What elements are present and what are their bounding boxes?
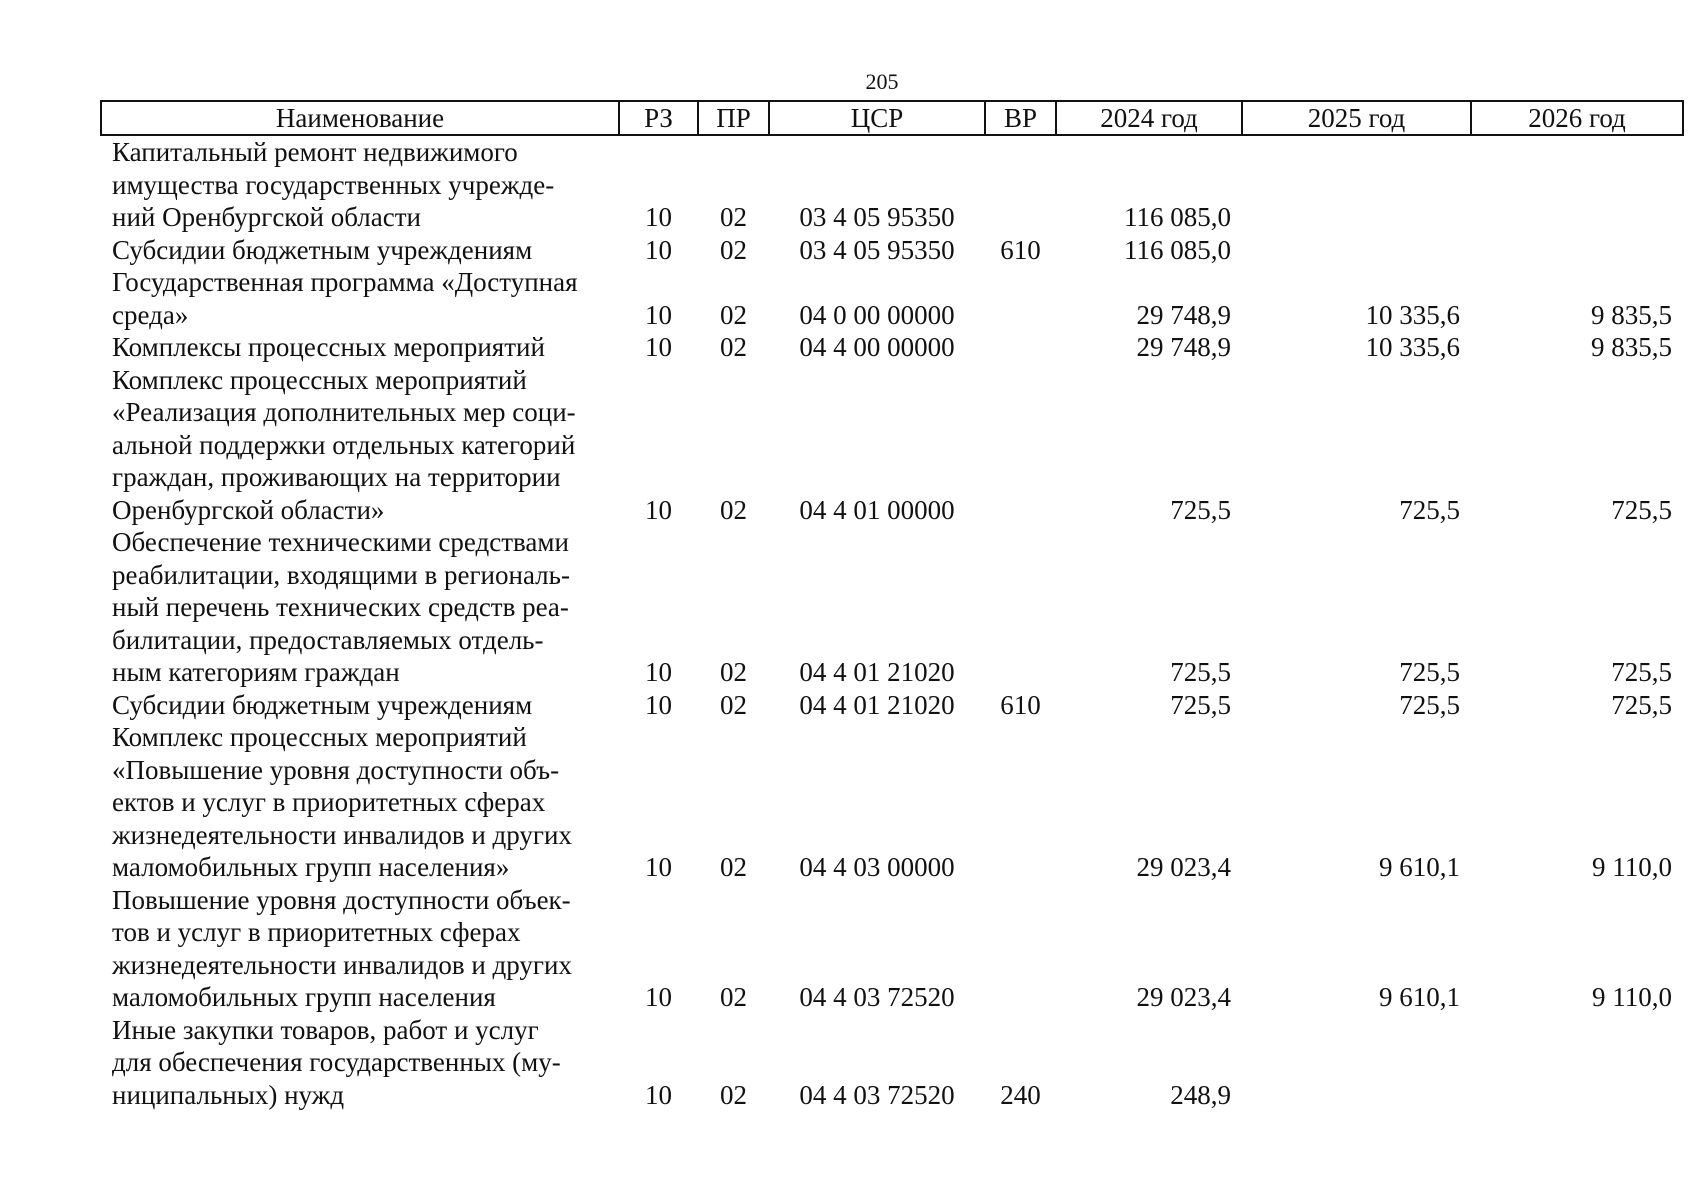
row-name-line: Комплексы процессных мероприятий bbox=[112, 332, 545, 362]
cell-y2024: 116 085,0 bbox=[1124, 234, 1231, 265]
row-name-line: ектов и услуг в приоритетных сферах bbox=[112, 787, 546, 817]
cell-pr: 02 bbox=[720, 494, 747, 525]
cell-pr: 02 bbox=[720, 1079, 747, 1110]
cell-rz: 10 bbox=[645, 982, 672, 1012]
row-name-line: ниципальных) нужд bbox=[112, 1079, 345, 1110]
row-name-line: среда» bbox=[112, 299, 189, 330]
cell-pr: 02 bbox=[720, 332, 747, 362]
cell-rz: 10 bbox=[645, 494, 672, 525]
row-name-line: Субсидии бюджетным учреждениям bbox=[112, 689, 533, 720]
header-rz: РЗ bbox=[619, 101, 698, 135]
cell-y2025: 9 610,1 bbox=[1379, 982, 1460, 1012]
header-2026: 2026 год bbox=[1471, 101, 1683, 135]
table-row bbox=[101, 364, 1683, 527]
header-name: Наименование bbox=[101, 101, 619, 135]
row-name-line: Оренбургской области» bbox=[112, 494, 385, 525]
cell-csr: 04 4 03 00000 bbox=[799, 852, 955, 882]
row-name-line: Комплекс процессных мероприятий bbox=[112, 722, 527, 752]
row-name-line: «Реализация дополнительных мер соци- bbox=[112, 397, 576, 427]
header-2024: 2024 год bbox=[1056, 101, 1242, 135]
cell-pr: 02 bbox=[720, 689, 747, 720]
table-row bbox=[101, 234, 1683, 267]
cell-y2024: 725,5 bbox=[1170, 689, 1231, 720]
cell-csr: 04 4 03 72520 bbox=[799, 1079, 955, 1110]
cell-csr: 04 4 01 21020 bbox=[799, 689, 955, 720]
cell-rz: 10 bbox=[645, 202, 672, 232]
cell-vr: 240 bbox=[1000, 1079, 1041, 1110]
table-body bbox=[101, 135, 1683, 1111]
cell-y2025: 725,5 bbox=[1399, 657, 1460, 687]
cell-y2026 bbox=[1471, 234, 1683, 267]
cell-y2025: 10 335,6 bbox=[1365, 332, 1460, 362]
cell-y2026: 9 835,5 bbox=[1591, 332, 1672, 362]
cell-pr: 02 bbox=[720, 982, 747, 1012]
cell-pr: 02 bbox=[720, 299, 747, 330]
row-name-line: Субсидии бюджетным учреждениям bbox=[112, 234, 533, 265]
cell-y2025 bbox=[1242, 1014, 1471, 1112]
row-name-line: Иные закупки товаров, работ и услуг bbox=[112, 1014, 539, 1045]
row-name bbox=[101, 266, 619, 331]
cell-csr: 04 4 03 72520 bbox=[799, 982, 955, 1012]
table-row bbox=[101, 1014, 1683, 1112]
row-name-line: имущества государственных учрежде- bbox=[112, 169, 555, 200]
row-name-line: для обеспечения государственных (му- bbox=[112, 1047, 561, 1077]
cell-y2025: 9 610,1 bbox=[1379, 852, 1460, 882]
cell-y2024: 116 085,0 bbox=[1124, 202, 1231, 232]
cell-csr: 04 4 00 00000 bbox=[799, 332, 955, 362]
row-name bbox=[101, 526, 619, 689]
cell-y2024: 29 023,4 bbox=[1136, 852, 1231, 882]
page-number: 205 bbox=[865, 69, 899, 94]
cell-csr: 03 4 05 95350 bbox=[799, 234, 955, 265]
cell-y2024: 29 748,9 bbox=[1136, 299, 1231, 330]
cell-vr bbox=[985, 266, 1056, 331]
row-name bbox=[101, 689, 619, 722]
table-row bbox=[101, 721, 1683, 884]
cell-y2025 bbox=[1242, 135, 1471, 234]
cell-vr bbox=[985, 526, 1056, 689]
cell-y2026: 725,5 bbox=[1611, 657, 1672, 687]
cell-y2026: 725,5 bbox=[1611, 689, 1672, 720]
cell-y2024: 29 023,4 bbox=[1136, 982, 1231, 1012]
header-pr: ПР bbox=[698, 101, 769, 135]
header-vr: ВР bbox=[985, 101, 1056, 135]
cell-rz: 10 bbox=[645, 1079, 672, 1110]
cell-vr: 610 bbox=[1000, 234, 1041, 265]
cell-rz: 10 bbox=[645, 689, 672, 720]
row-name bbox=[101, 884, 619, 1014]
row-name bbox=[101, 135, 619, 234]
row-name bbox=[101, 721, 619, 884]
cell-y2026: 9 110,0 bbox=[1592, 852, 1672, 882]
cell-rz: 10 bbox=[645, 852, 672, 882]
row-name-line: ным категориям граждан bbox=[112, 657, 400, 687]
cell-y2025: 725,5 bbox=[1399, 494, 1460, 525]
row-name-line: Обеспечение техническими средствами bbox=[112, 527, 569, 557]
cell-y2025: 725,5 bbox=[1399, 689, 1460, 720]
table-row bbox=[101, 331, 1683, 364]
table-row bbox=[101, 526, 1683, 689]
cell-vr bbox=[985, 135, 1056, 234]
table-row bbox=[101, 884, 1683, 1014]
cell-pr: 02 bbox=[720, 202, 747, 232]
header-csr: ЦСР bbox=[769, 101, 985, 135]
table-row bbox=[101, 266, 1683, 331]
table-row bbox=[101, 689, 1683, 722]
cell-y2026: 9 110,0 bbox=[1592, 982, 1672, 1012]
cell-rz: 10 bbox=[645, 299, 672, 330]
cell-csr: 04 0 00 00000 bbox=[799, 299, 955, 330]
row-name bbox=[101, 331, 619, 364]
table-row bbox=[101, 135, 1683, 234]
row-name-line: жизнедеятельности инвалидов и других bbox=[112, 819, 572, 850]
cell-y2025: 10 335,6 bbox=[1365, 299, 1460, 330]
row-name bbox=[101, 364, 619, 527]
row-name-line: билитации, предоставляемых отдель- bbox=[112, 624, 544, 655]
cell-y2026: 725,5 bbox=[1611, 494, 1672, 525]
row-name-line: граждан, проживающих на территории bbox=[112, 462, 561, 492]
budget-table bbox=[100, 100, 1684, 1111]
row-name-line: «Повышение уровня доступности объ- bbox=[112, 754, 560, 785]
cell-vr bbox=[985, 331, 1056, 364]
cell-y2026 bbox=[1471, 1014, 1683, 1112]
cell-csr: 04 4 01 21020 bbox=[799, 657, 955, 687]
row-name-line: Капитальный ремонт недвижимого bbox=[112, 137, 518, 167]
cell-y2024: 248,9 bbox=[1170, 1079, 1231, 1110]
row-name-line: маломобильных групп населения bbox=[112, 982, 496, 1012]
row-name-line: маломобильных групп населения» bbox=[112, 852, 510, 882]
cell-pr: 02 bbox=[720, 657, 747, 687]
row-name-line: Повышение уровня доступности объек- bbox=[112, 884, 571, 915]
cell-vr: 610 bbox=[1000, 689, 1041, 720]
cell-rz: 10 bbox=[645, 234, 672, 265]
row-name bbox=[101, 1014, 619, 1112]
cell-vr bbox=[985, 721, 1056, 884]
cell-rz: 10 bbox=[645, 332, 672, 362]
row-name-line: реабилитации, входящими в региональ- bbox=[112, 559, 570, 590]
header-2025: 2025 год bbox=[1242, 101, 1471, 135]
row-name-line: тов и услуг в приоритетных сферах bbox=[112, 917, 521, 947]
cell-pr: 02 bbox=[720, 234, 747, 265]
cell-csr: 03 4 05 95350 bbox=[799, 202, 955, 232]
cell-rz: 10 bbox=[645, 657, 672, 687]
row-name bbox=[101, 234, 619, 267]
row-name-line: ный перечень технических средств реа- bbox=[112, 592, 569, 622]
cell-vr bbox=[985, 364, 1056, 527]
cell-pr: 02 bbox=[720, 852, 747, 882]
row-name-line: Государственная программа «Доступная bbox=[112, 267, 578, 297]
cell-y2025 bbox=[1242, 234, 1471, 267]
row-name-line: Комплекс процессных мероприятий bbox=[112, 364, 527, 395]
cell-y2024: 725,5 bbox=[1170, 494, 1231, 525]
cell-y2026: 9 835,5 bbox=[1591, 299, 1672, 330]
cell-vr bbox=[985, 884, 1056, 1014]
cell-csr: 04 4 01 00000 bbox=[799, 494, 955, 525]
row-name-line: ний Оренбургской области bbox=[112, 202, 421, 232]
cell-y2026 bbox=[1471, 135, 1683, 234]
cell-y2024: 29 748,9 bbox=[1136, 332, 1231, 362]
row-name-line: альной поддержки отдельных категорий bbox=[112, 429, 576, 460]
cell-y2024: 725,5 bbox=[1170, 657, 1231, 687]
table-header-row bbox=[101, 101, 1683, 135]
row-name-line: жизнедеятельности инвалидов и других bbox=[112, 949, 572, 980]
